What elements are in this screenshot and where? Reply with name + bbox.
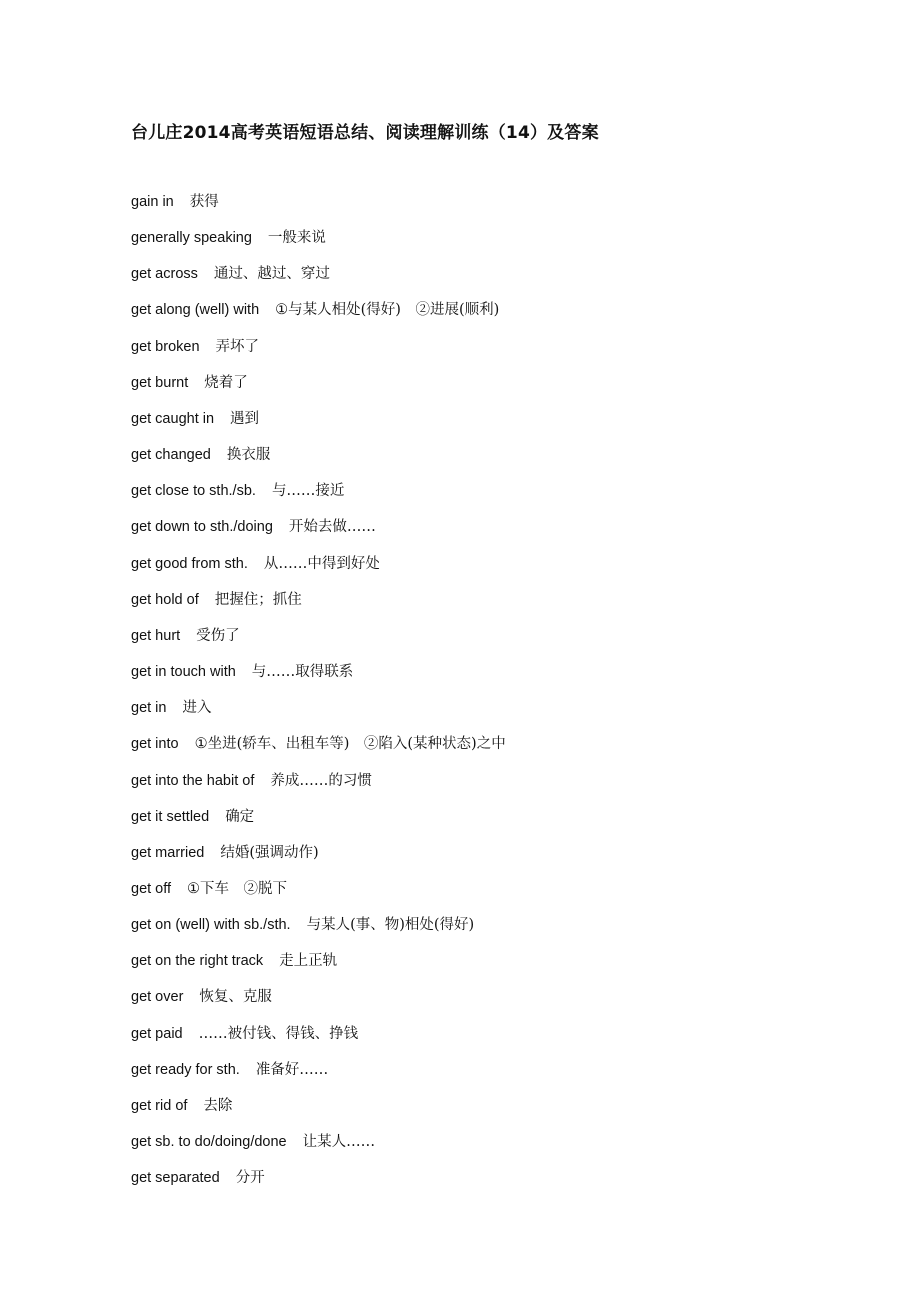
phrase-list <box>131 190 891 1202</box>
phrase-chinese: 去除 <box>203 1097 233 1114</box>
phrase-english: get on the right track <box>131 953 264 970</box>
phrase-english: get good from sth. <box>131 555 248 572</box>
phrase-chinese: 一般来说 <box>267 230 326 247</box>
phrase-chinese: 与某人(事、物)相处(得好) <box>306 917 475 934</box>
phrase-chinese: 通过、越过、穿过 <box>213 266 330 283</box>
phrase-english: get hurt <box>131 627 181 644</box>
phrase-entry <box>131 732 891 768</box>
phrase-english: get married <box>131 844 205 861</box>
phrase-chinese: 准备好…… <box>255 1061 329 1078</box>
phrase-chinese: 烧着了 <box>204 374 248 391</box>
phrase-entry <box>131 696 891 732</box>
document-title: 台儿庄2014高考英语短语总结、阅读理解训练（14）及答案 <box>131 123 599 143</box>
phrase-chinese: 受伤了 <box>196 627 240 644</box>
phrase-chinese: 开始去做…… <box>288 519 376 536</box>
phrase-english: get hold of <box>131 591 199 608</box>
phrase-chinese: 与……接近 <box>271 483 345 500</box>
phrase-chinese: 恢复、克服 <box>199 989 272 1006</box>
phrase-chinese: 与……取得联系 <box>251 664 354 681</box>
phrase-entry <box>131 805 891 841</box>
phrase-chinese: 分开 <box>235 1170 265 1187</box>
phrase-chinese: ①下车 ②脱下 <box>187 880 288 897</box>
phrase-chinese: 遇到 <box>230 410 260 427</box>
phrase-entry <box>131 877 891 913</box>
phrase-entry <box>131 1166 891 1202</box>
phrase-entry <box>131 1022 891 1058</box>
phrase-entry <box>131 407 891 443</box>
phrase-english: get along (well) with <box>131 302 260 319</box>
phrase-chinese: 从……中得到好处 <box>263 555 380 572</box>
phrase-english: get caught in <box>131 410 215 427</box>
phrase-entry <box>131 443 891 479</box>
phrase-chinese: 换衣服 <box>226 447 271 464</box>
phrase-entry <box>131 226 891 262</box>
phrase-entry <box>131 298 891 334</box>
phrase-entry <box>131 1094 891 1130</box>
phrase-english: get separated <box>131 1170 220 1187</box>
phrase-chinese: ①与某人相处(得好) ②进展(顺利) <box>275 302 500 319</box>
phrase-english: get it settled <box>131 808 210 825</box>
phrase-english: get on (well) with sb./sth. <box>131 917 291 934</box>
phrase-entry <box>131 913 891 949</box>
phrase-entry <box>131 262 891 298</box>
phrase-english: get in touch with <box>131 664 236 681</box>
phrase-english: get sb. to do/doing/done <box>131 1134 287 1151</box>
phrase-entry <box>131 552 891 588</box>
phrase-english: get close to sth./sb. <box>131 483 256 500</box>
phrase-english: get over <box>131 989 184 1006</box>
phrase-english: get down to sth./doing <box>131 519 273 536</box>
phrase-chinese: 养成……的习惯 <box>270 772 372 789</box>
phrase-english: generally speaking <box>131 230 252 247</box>
phrase-chinese: 把握住；抓住 <box>214 591 302 608</box>
phrase-english: gain in <box>131 194 174 210</box>
phrase-chinese: 弄坏了 <box>215 338 260 355</box>
phrase-entry <box>131 515 891 551</box>
phrase-english: get burnt <box>131 374 189 391</box>
phrase-entry <box>131 949 891 985</box>
phrase-chinese: ①坐进(轿车、出租车等) ②陷入(某种状态)之中 <box>194 736 506 753</box>
phrase-entry <box>131 588 891 624</box>
phrase-entry <box>131 1130 891 1166</box>
phrase-english: get changed <box>131 447 211 464</box>
phrase-chinese: 结婚(强调动作) <box>220 844 319 861</box>
phrase-chinese: 获得 <box>189 194 219 210</box>
phrase-entry <box>131 190 891 226</box>
phrase-entry <box>131 479 891 515</box>
phrase-english: get broken <box>131 338 200 355</box>
phrase-english: get ready for sth. <box>131 1061 240 1078</box>
phrase-entry <box>131 371 891 407</box>
phrase-english: get into <box>131 736 179 753</box>
phrase-entry <box>131 985 891 1021</box>
phrase-english: get off <box>131 880 172 897</box>
phrase-english: get paid <box>131 1025 183 1042</box>
phrase-entry <box>131 769 891 805</box>
phrase-entry <box>131 335 891 371</box>
phrase-entry <box>131 660 891 696</box>
phrase-english: get into the habit of <box>131 772 255 789</box>
phrase-chinese: 确定 <box>225 808 255 825</box>
phrase-chinese: ……被付钱、得钱、挣钱 <box>198 1025 359 1042</box>
phrase-english: get in <box>131 700 167 717</box>
phrase-chinese: 进入 <box>182 700 212 717</box>
phrase-chinese: 走上正轨 <box>279 953 338 970</box>
phrase-english: get rid of <box>131 1097 188 1114</box>
phrase-entry <box>131 841 891 877</box>
phrase-entry <box>131 1058 891 1094</box>
phrase-entry <box>131 624 891 660</box>
phrase-english: get across <box>131 266 198 283</box>
phrase-chinese: 让某人…… <box>302 1134 376 1151</box>
